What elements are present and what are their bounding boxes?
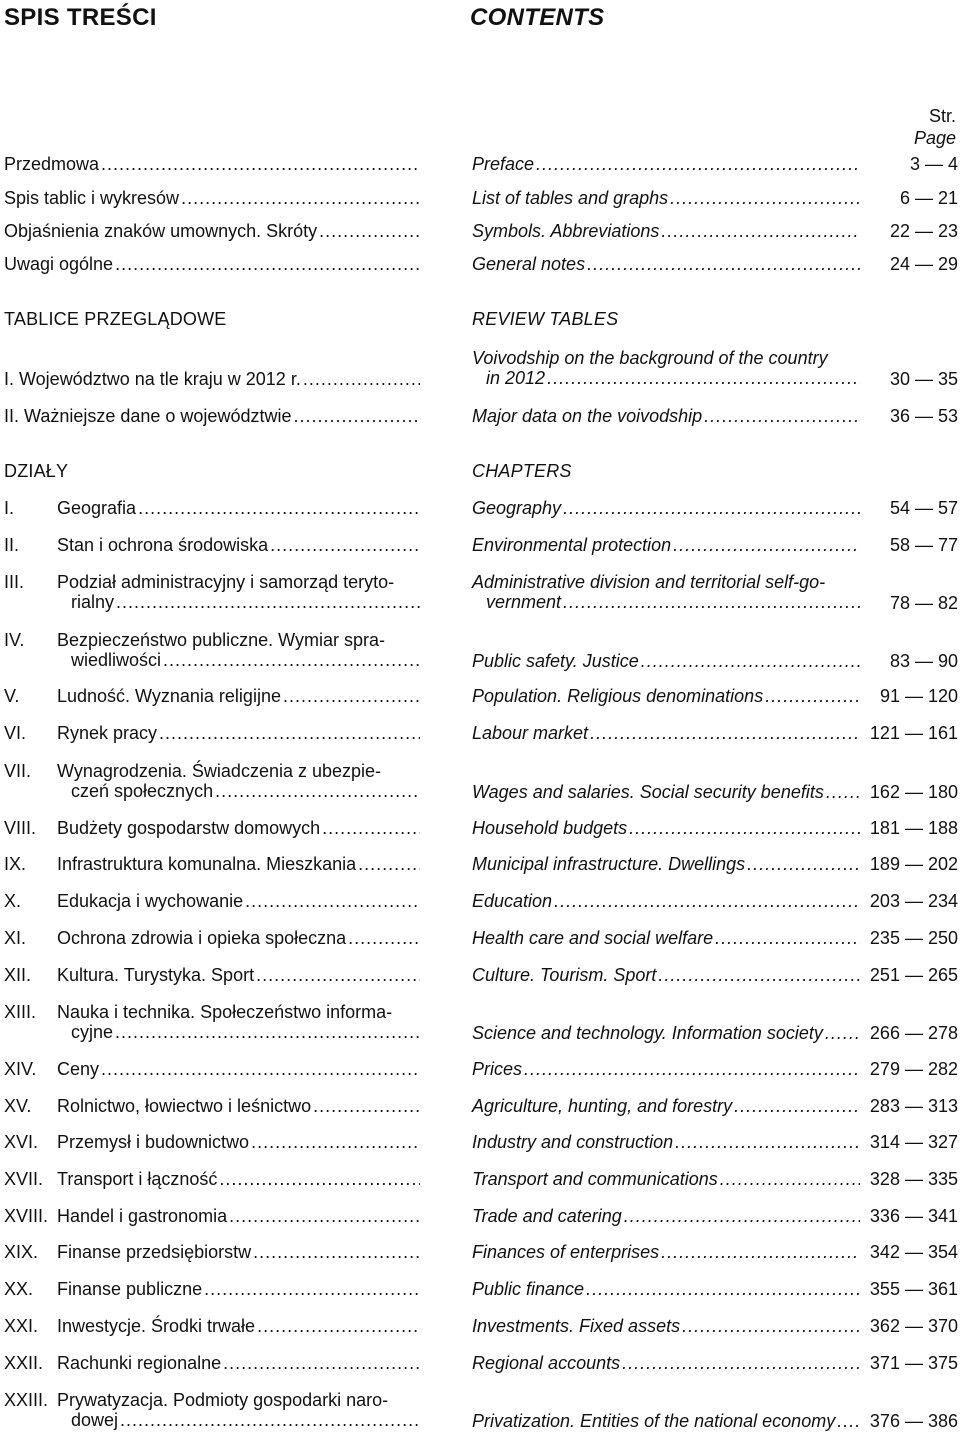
entry-title-pl: Wynagrodzenia. Świadczenia z ubezpie- czeń społecznych ..... — [57, 761, 420, 801]
entry-title-pl: Ceny ..... — [57, 1059, 420, 1079]
entry-title-pl: Finanse publiczne ..... — [57, 1279, 420, 1299]
entry-number: VII. — [4, 761, 32, 781]
entry-title-pl: Podział administracyjny i samorząd teryto- rialny ..... — [57, 572, 420, 612]
entry-title-pl: Rolnictwo, łowiectwo i leśnictwo ..... — [57, 1096, 420, 1116]
entry-pages: 24 — 29 — [889, 254, 958, 274]
entry-number: VIII. — [4, 818, 37, 838]
entry-number: IX. — [4, 854, 27, 874]
page-title-pl: SPIS TREŚCI — [4, 4, 157, 31]
entry-pages: 22 — 23 — [889, 221, 958, 241]
entry-title-pl: Prywatyzacja. Podmioty gospodarki naro- dowej ..... — [57, 1390, 420, 1430]
entry-pages: 78 — 82 — [889, 593, 958, 613]
entry-pages: 30 — 35 — [889, 369, 958, 389]
section-heading-en: CHAPTERS — [472, 461, 572, 481]
entry-number: XI. — [4, 928, 27, 948]
entry-title-pl: Rachunki regionalne ..... — [57, 1353, 420, 1373]
entry-pages: 336 — 341 — [869, 1206, 958, 1226]
entry-title-pl: Przedmowa ..... — [4, 154, 420, 174]
entry-pages: 58 — 77 — [889, 535, 958, 555]
entry-pages: 342 — 354 — [869, 1242, 958, 1262]
entry-number: XIV. — [4, 1059, 37, 1079]
entry-title-pl: Objaśnienia znaków umownych. Skróty ..... — [4, 221, 420, 241]
page-title-en: CONTENTS — [470, 4, 605, 31]
entry-title-pl: Nauka i technika. Społeczeństwo informa- cyjne ..... — [57, 1002, 420, 1042]
entry-title-pl: Kultura. Turystyka. Sport ..... — [57, 965, 420, 985]
entry-number: XXIII. — [4, 1390, 49, 1410]
entry-title-en: Regional accounts ..... — [472, 1353, 860, 1373]
entry-pages: 203 — 234 — [869, 891, 958, 911]
entry-title-en: Industry and construction ..... — [472, 1132, 860, 1152]
entry-title-pl: Inwestycje. Środki trwałe ..... — [57, 1316, 420, 1336]
entry-number: XV. — [4, 1096, 32, 1116]
entry-pages: 362 — 370 — [869, 1316, 958, 1336]
entry-pages: 3 — 4 — [909, 154, 958, 174]
entry-title-pl: Transport i łączność ..... — [57, 1169, 420, 1189]
entry-number: I. — [4, 498, 15, 518]
entry-number: XXI. — [4, 1316, 39, 1336]
entry-title-pl: Przemysł i budownictwo ..... — [57, 1132, 420, 1152]
entry-number: XVIII. — [4, 1206, 49, 1226]
entry-title-pl: I. Województwo na tle kraju w 2012 r. ..... — [4, 369, 420, 389]
entry-pages: 279 — 282 — [869, 1059, 958, 1079]
entry-pages: 371 — 375 — [869, 1353, 958, 1373]
entry-title-en: Administrative division and territorial self-go- vernment ..... — [472, 572, 860, 612]
entry-title-pl: Bezpieczeństwo publiczne. Wymiar spra- wiedliwości ..... — [57, 630, 420, 670]
entry-pages: 328 — 335 — [869, 1169, 958, 1189]
entry-title-en: Education ..... — [472, 891, 860, 911]
entry-title-pl: Finanse przedsiębiorstw ..... — [57, 1242, 420, 1262]
entry-title-en: Preface ..... — [472, 154, 860, 174]
entry-number: IV. — [4, 630, 25, 650]
section-heading-pl: TABLICE PRZEGLĄDOWE — [4, 309, 227, 329]
entry-pages: 376 — 386 — [869, 1411, 958, 1431]
entry-pages: 36 — 53 — [889, 406, 958, 426]
page-column-label-en: Page — [913, 128, 956, 148]
entry-title-en: Science and technology. Information society ..... — [472, 1023, 860, 1043]
page-column-header — [914, 105, 956, 149]
entry-title-en: Investments. Fixed assets ..... — [472, 1316, 860, 1336]
entry-title-pl: Rynek pracy ..... — [57, 723, 420, 743]
entry-title-pl: Stan i ochrona środowiska ..... — [57, 535, 420, 555]
entry-title-en: Major data on the voivodship ..... — [472, 406, 860, 426]
entry-title-en: Municipal infrastructure. Dwellings ..... — [472, 854, 860, 874]
entry-number: XX. — [4, 1279, 34, 1299]
entry-pages: 91 — 120 — [879, 686, 958, 706]
entry-pages: 162 — 180 — [869, 782, 958, 802]
entry-title-en: Labour market ..... — [472, 723, 860, 743]
entry-title-en: Symbols. Abbreviations ..... — [472, 221, 860, 241]
entry-title-pl: Budżety gospodarstw domowych ..... — [57, 818, 420, 838]
entry-title-en: General notes ..... — [472, 254, 860, 274]
entry-number: XVII. — [4, 1169, 44, 1189]
entry-title-en: Voivodship on the background of the country in 2012 ..... — [472, 348, 860, 388]
entry-title-en: Public safety. Justice ..... — [472, 651, 860, 671]
entry-number: XII. — [4, 965, 32, 985]
entry-title-pl: Edukacja i wychowanie ..... — [57, 891, 420, 911]
entry-number: III. — [4, 572, 25, 592]
entry-title-pl: Handel i gastronomia ..... — [57, 1206, 420, 1226]
entry-title-en: Agriculture, hunting, and forestry ..... — [472, 1096, 860, 1116]
entry-title-pl: Uwagi ogólne ..... — [4, 254, 420, 274]
entry-pages: 6 — 21 — [899, 188, 958, 208]
entry-pages: 314 — 327 — [869, 1132, 958, 1152]
entry-title-en: Public finance ..... — [472, 1279, 860, 1299]
entry-title-en: List of tables and graphs ..... — [472, 188, 860, 208]
entry-pages: 189 — 202 — [869, 854, 958, 874]
entry-pages: 181 — 188 — [869, 818, 958, 838]
entry-number: VI. — [4, 723, 27, 743]
entry-title-en: Household budgets ..... — [472, 818, 860, 838]
entry-pages: 83 — 90 — [889, 651, 958, 671]
section-heading-pl: DZIAŁY — [4, 461, 69, 481]
entry-title-pl: Infrastruktura komunalna. Mieszkania ..... — [57, 854, 420, 874]
entry-number: XIX. — [4, 1242, 39, 1262]
entry-title-en: Prices ..... — [472, 1059, 860, 1079]
entry-pages: 266 — 278 — [869, 1023, 958, 1043]
entry-title-pl: Geografia ..... — [57, 498, 420, 518]
page-column-label-pl: Str. — [928, 106, 956, 126]
entry-title-pl: Ochrona zdrowia i opieka społeczna ..... — [57, 928, 420, 948]
entry-number: XVI. — [4, 1132, 39, 1152]
entry-title-en: Finances of enterprises ..... — [472, 1242, 860, 1262]
entry-title-en: Health care and social welfare ..... — [472, 928, 860, 948]
entry-title-pl: Spis tablic i wykresów ..... — [4, 188, 420, 208]
entry-title-en: Transport and communications ..... — [472, 1169, 860, 1189]
entry-pages: 355 — 361 — [869, 1279, 958, 1299]
toc-entry[interactable] — [0, 348, 960, 392]
entry-number: XIII. — [4, 1002, 37, 1022]
entry-pages: 251 — 265 — [869, 965, 958, 985]
entry-number: X. — [4, 891, 22, 911]
entry-title-en: Population. Religious denominations ..... — [472, 686, 860, 706]
entry-number: II. — [4, 535, 20, 555]
entry-title-pl: Ludność. Wyznania religijne ..... — [57, 686, 420, 706]
entry-pages: 235 — 250 — [869, 928, 958, 948]
entry-number: V. — [4, 686, 20, 706]
entry-title-en: Culture. Tourism. Sport ..... — [472, 965, 860, 985]
entry-pages: 54 — 57 — [889, 498, 958, 518]
entry-title-en: Environmental protection ..... — [472, 535, 860, 555]
section-heading-en: REVIEW TABLES — [472, 309, 619, 329]
entry-pages: 283 — 313 — [869, 1096, 958, 1116]
entry-pages: 121 — 161 — [869, 723, 958, 743]
entry-title-en: Geography ..... — [472, 498, 860, 518]
entry-title-pl: II. Ważniejsze dane o województwie ..... — [4, 406, 420, 426]
entry-title-en: Wages and salaries. Social security benefits ..... — [472, 782, 860, 802]
entry-title-en: Privatization. Entities of the national economy ..... — [472, 1411, 860, 1431]
entry-number: XXII. — [4, 1353, 44, 1373]
entry-title-en: Trade and catering ..... — [472, 1206, 860, 1226]
